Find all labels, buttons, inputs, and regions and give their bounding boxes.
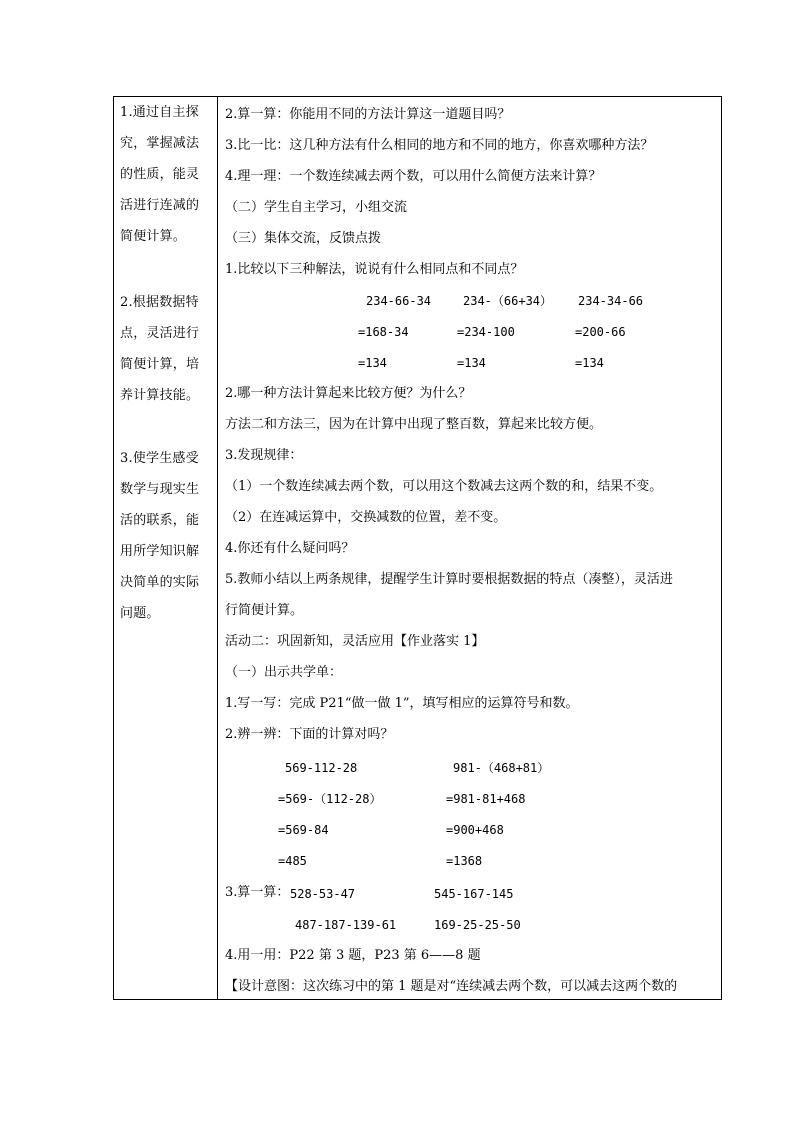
question-3: 3.比一比：这几种方法有什么相同的地方和不同的地方，你喜欢哪种方法？	[225, 138, 654, 153]
objective-3-line: 用所学知识解	[120, 544, 200, 559]
objective-3-line: 活的联系，能	[120, 513, 200, 528]
objective-3-line: 3.使学生感受	[120, 451, 199, 466]
objective-1-line: 的性质，能灵	[120, 167, 200, 182]
teacher-summary: 5.教师小结以上两条规律，提醒学生计算时要根据数据的特点（凑整），灵活进	[225, 572, 673, 587]
method-1-line: 234-66-34	[366, 294, 432, 308]
method-2-line: =134	[457, 356, 486, 370]
question-4: 4.理一理：一个数连续减去两个数，可以用什么简便方法来计算？	[225, 169, 602, 184]
objective-2-line: 简便计算，培	[120, 357, 200, 372]
judge-left-line: =569-（112-28）	[278, 792, 382, 806]
method-3-line: =200-66	[575, 325, 626, 339]
rule-1: （1）一个数连续减去两个数，可以用这个数减去这两个数的和，结果不变。	[225, 479, 663, 494]
method-3-line: 234-34-66	[578, 294, 644, 308]
judge-left-line: =485	[278, 854, 307, 868]
any-questions: 4.你还有什么疑问吗？	[225, 541, 355, 556]
step-2: （二）学生自主学习，小组交流	[225, 200, 408, 215]
objective-3	[120, 443, 199, 629]
activity-2-title: 活动二：巩固新知，灵活应用【作业落实 1】	[225, 634, 485, 649]
judge-right-line: =1368	[446, 854, 483, 868]
lesson-table	[113, 96, 722, 1000]
which-method-question: 2.哪一种方法计算起来比较方便？为什么？	[225, 386, 472, 401]
objective-3-line: 决简单的实际	[120, 575, 200, 590]
objective-2	[120, 287, 199, 411]
objective-1-line: 活进行连减的	[120, 198, 200, 213]
objective-1-line: 简便计算。	[120, 229, 187, 244]
calc-item: 169-25-25-50	[434, 918, 521, 932]
judge-right-line: =981-81+468	[446, 792, 526, 806]
method-2-line: =234-100	[457, 325, 515, 339]
judge-left-line: =569-84	[278, 823, 329, 837]
write-task: 1.写一写：完成 P21“做一做 1”，填写相应的运算符号和数。	[225, 696, 579, 711]
teacher-summary-cont: 行简便计算。	[225, 603, 304, 618]
rule-2: （2）在连减运算中，交换减数的位置，差不变。	[225, 510, 507, 525]
objective-2-line: 养计算技能。	[120, 388, 200, 403]
design-intent: 【设计意图：这次练习中的第 1 题是对“连续减去两个数，可以减去这两个数的	[225, 979, 678, 994]
method-2-line: 234-（66+34）	[463, 294, 553, 308]
compare-prompt: 1.比较以下三种解法，说说有什么相同点和不同点？	[225, 262, 524, 277]
judge-task: 2.辨一辨：下面的计算对吗？	[225, 727, 394, 742]
objective-1-line: 究，掌握减法	[120, 136, 200, 151]
judge-left-line: 569-112-28	[285, 761, 358, 775]
worksheet-heading: （一）出示共学单：	[225, 665, 343, 680]
step-3: （三）集体交流，反馈点拨	[225, 231, 382, 246]
judge-right-line: =900+468	[446, 823, 504, 837]
method-1-line: =168-34	[358, 325, 409, 339]
question-2: 2.算一算：你能用不同的方法计算这一道题目吗？	[225, 107, 511, 122]
method-3-line: =134	[575, 356, 604, 370]
apply-task: 4.用一用：P22 第 3 题，P23 第 6——8 题	[225, 948, 481, 963]
method-1-line: =134	[358, 356, 387, 370]
objective-3-line: 数学与现实生	[120, 482, 200, 497]
which-method-answer: 方法二和方法三，因为在计算中出现了整百数，算起来比较方便。	[225, 417, 603, 432]
calc-task-label: 3.算一算：	[225, 885, 290, 900]
calc-item: 487-187-139-61	[295, 918, 397, 932]
discover-rules: 3.发现规律：	[225, 448, 303, 463]
calc-item: 545-167-145	[434, 887, 514, 901]
judge-right-line: 981-（468+81）	[453, 761, 550, 775]
objective-1-line: 1.通过自主探	[120, 105, 199, 120]
calc-item: 528-53-47	[290, 887, 356, 901]
objective-1	[120, 97, 199, 252]
column-divider	[217, 97, 218, 999]
objective-3-line: 问题。	[120, 606, 160, 621]
objective-2-line: 2.根据数据特	[120, 295, 199, 310]
objective-2-line: 点，灵活进行	[120, 326, 200, 341]
